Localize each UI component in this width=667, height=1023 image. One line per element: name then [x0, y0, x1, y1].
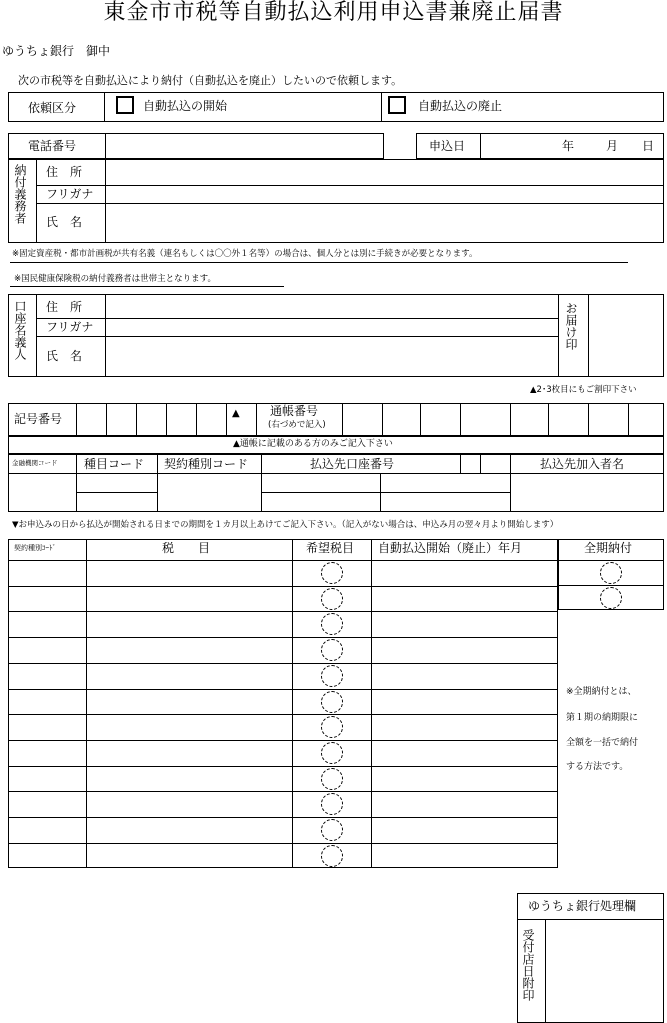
start-checkbox[interactable]: [116, 96, 134, 114]
lump-note-line: する方法です。: [566, 762, 629, 772]
passbook-cell-divider: [106, 403, 107, 436]
header-lump-sum: 全期納付: [584, 541, 633, 555]
intro-text: 次の市税等を自動払込により納付（自動払込を廃止）したいので依頼します。: [18, 74, 403, 87]
header-start-month: 自動払込開始（廃止）年月: [378, 541, 523, 555]
request-label: 依頼区分: [28, 101, 77, 115]
desired-tax-circle[interactable]: [321, 768, 343, 790]
passbook-cell-divider: [510, 403, 511, 436]
lump-note-line: ※全期納付とは、: [566, 687, 637, 697]
passbook-cell-divider: [460, 403, 461, 436]
passbook-cell-divider: [628, 403, 629, 436]
seal-note: ▲2･3枚目にもご割印下さい: [530, 385, 637, 395]
table-row[interactable]: [9, 818, 291, 841]
account-side-label: 口座名義人: [13, 300, 27, 360]
passbook-cell-divider: [548, 403, 549, 436]
phone-input[interactable]: [106, 134, 383, 158]
header-desired-tax: 希望税目: [306, 541, 355, 555]
taxpayer-side-label: 納付義務者: [13, 164, 27, 224]
table-row[interactable]: [9, 587, 291, 610]
lump-sum-circle[interactable]: [600, 587, 622, 609]
subscriber-label: 払込先加入者名: [540, 457, 625, 471]
passbook-cell-divider: [256, 403, 257, 436]
taxpayer-kana-input[interactable]: [106, 186, 663, 203]
table-row[interactable]: [9, 561, 291, 584]
desired-tax-circle[interactable]: [321, 793, 343, 815]
passbook-cell-divider: [226, 403, 227, 436]
taxpayer-kana-label: フリガナ: [46, 187, 94, 201]
note-joint: ※固定資産税・都市計画税が共有名義（連名もしくは〇〇外１名等）の場合は、個人分とは別に手続きが必要となります。: [12, 249, 478, 259]
header-tax-item: 税 目: [162, 541, 211, 555]
bank-box-title: ゆうちょ銀行処理欄: [528, 899, 637, 913]
taxpayer-name-label: 氏 名: [46, 215, 83, 229]
seal-box[interactable]: [589, 295, 663, 376]
passbook-number-label: 通帳番号: [270, 404, 319, 418]
date-month: 月: [606, 139, 619, 153]
passbook-cell-divider: [588, 403, 589, 436]
form-title: 東金市市税等自動払込利用申込書兼廃止届書: [103, 0, 564, 25]
passbook-cell-divider: [76, 403, 77, 436]
account-kana-input[interactable]: [106, 319, 558, 336]
table-row[interactable]: [9, 664, 291, 687]
fin-code-label: 金融機関コード: [12, 459, 58, 467]
passbook-cell-divider: [382, 403, 383, 436]
lump-note-line: 第１期の納期限に: [566, 713, 639, 723]
account-name-input[interactable]: [106, 337, 558, 376]
passbook-number-sub: (右づめで記入): [268, 420, 326, 430]
header-contract-code: 契約種別ｺｰﾄﾞ: [14, 544, 56, 552]
addressee: ゆうちょ銀行 御中: [2, 44, 111, 58]
table-row[interactable]: [9, 715, 291, 738]
type-code-label: 種目コード: [84, 457, 145, 471]
desired-tax-circle[interactable]: [321, 588, 343, 610]
table-row[interactable]: [9, 638, 291, 661]
passbook-cell-divider: [342, 403, 343, 436]
account-kana-label: フリガナ: [46, 320, 94, 334]
date-day: 日: [642, 139, 655, 153]
taxpayer-address-input[interactable]: [106, 160, 663, 185]
desired-tax-circle[interactable]: [321, 562, 343, 584]
taxpayer-name-input[interactable]: [106, 204, 663, 242]
table-row[interactable]: [9, 844, 291, 867]
request-row: [8, 92, 664, 122]
bank-box-side-label: 受付店日附印: [521, 929, 535, 1001]
account-address-label: 住 所: [46, 300, 83, 314]
stop-option-label: 自動払込の廃止: [418, 99, 503, 113]
desired-tax-circle[interactable]: [321, 639, 343, 661]
table-row[interactable]: [9, 767, 291, 790]
note-nhi: ※国民健康保険税の納付義務者は世帯主となります。: [14, 274, 216, 284]
passbook-cell-divider: [420, 403, 421, 436]
stop-checkbox[interactable]: [388, 96, 406, 114]
table-row[interactable]: [9, 741, 291, 764]
schedule-note: ▼お申込みの日から払込が開始される日までの期間を１カ月以上あけてご記入下さい。（記入がない場合は、申込み月の翌々月より開始します）: [12, 520, 559, 530]
desired-tax-circle[interactable]: [321, 665, 343, 687]
symbol-number-label: 記号番号: [14, 412, 63, 426]
lump-sum-circle[interactable]: [600, 562, 622, 584]
passbook-note: ▲通帳に記載のある方のみご記入下さい: [233, 439, 393, 449]
lump-note-line: 全額を一括で納付: [566, 738, 639, 748]
date-year: 年: [562, 139, 575, 153]
desired-tax-circle[interactable]: [321, 742, 343, 764]
phone-label: 電話番号: [28, 139, 77, 153]
desired-tax-circle[interactable]: [321, 845, 343, 867]
table-row[interactable]: [9, 792, 291, 815]
account-number-label: 払込先口座番号: [310, 457, 395, 471]
contract-code-label: 契約種別コード: [164, 457, 249, 471]
passbook-cell-divider: [166, 403, 167, 436]
triangle-mark: ▲: [232, 408, 240, 419]
seal-label: お届け印: [564, 302, 578, 350]
taxpayer-address-label: 住 所: [46, 165, 83, 179]
table-row[interactable]: [9, 612, 291, 635]
desired-tax-circle[interactable]: [321, 691, 343, 713]
account-address-input[interactable]: [106, 295, 558, 318]
date-stamp-area[interactable]: [546, 920, 663, 1022]
date-label: 申込日: [429, 139, 466, 153]
passbook-cell-divider: [136, 403, 137, 436]
desired-tax-circle[interactable]: [321, 819, 343, 841]
start-option-label: 自動払込の開始: [143, 99, 228, 113]
account-name-label: 氏 名: [46, 349, 83, 363]
desired-tax-circle[interactable]: [321, 716, 343, 738]
passbook-cell-divider: [196, 403, 197, 436]
table-row[interactable]: [9, 690, 291, 713]
desired-tax-circle[interactable]: [321, 613, 343, 635]
